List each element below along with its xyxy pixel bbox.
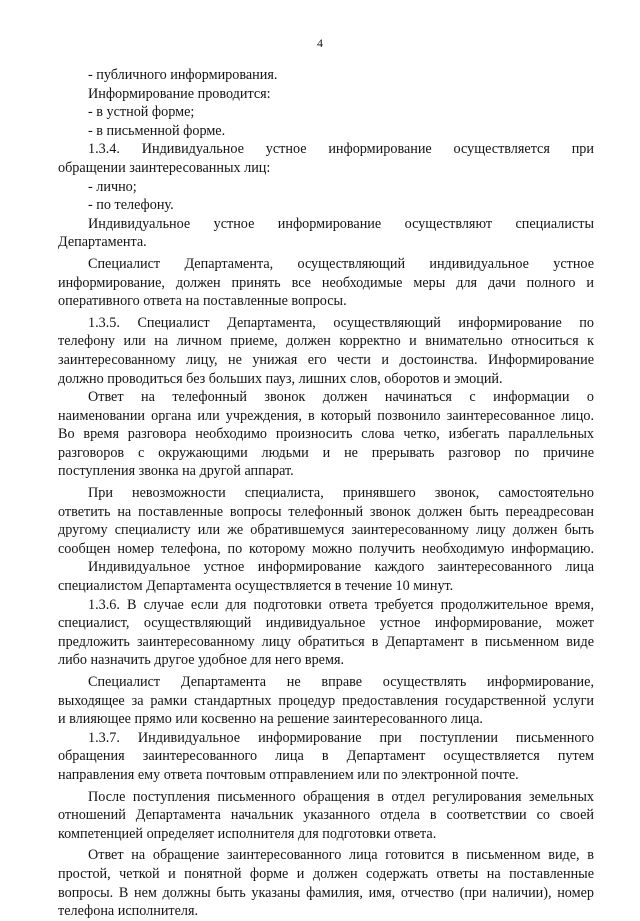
text-line: - публичного информирования. [88,67,278,83]
text-line: информирование, должен принять все необходимые меры для дачи полного и [58,274,594,291]
text-line: Индивидуальное устное информирование осуществляют специалисты [88,215,594,232]
text-line: Во время разговора необходимо произносить слова четко, избегать параллельных [58,426,594,443]
text-line: Индивидуальное устное информирование каждого заинтересованного лица [88,559,594,576]
page-number: 4 [317,36,323,50]
text-line: обращении заинтересованных лиц: [58,159,271,176]
text-line: - лично; [88,178,137,195]
text-line: специалистом Департамента осуществляется в течение 10 минут. [58,578,454,595]
text-line: сообщен номер телефона, по которому можно получить необходимую информацию. [58,540,594,557]
text-line: Ответ на обращение заинтересованного лица готовится в письменном виде, в [88,847,594,864]
text-line: разговоров с окружающими людьми и не прерывать разговор по причине [58,444,594,461]
text-line: Специалист Департамента не вправе осуществлять информирование, [88,674,594,690]
text-line: заинтересованному лицу, не унижая его чести и достоинства. Информирование [58,351,594,368]
text-line: выходящее за рамки стандартных процедур предоставления государственной услуги [58,692,594,709]
text-line: либо назначить другое удобное для него время. [58,652,345,669]
text-line: поступления звонка на другой аппарат. [58,463,294,480]
text-line: направления ему ответа почтовым отправлением или по электронной почте. [58,766,519,783]
text-line: При невозможности специалиста, принявшего звонок, самостоятельно [88,485,594,502]
text-line: После поступления письменного обращения в отдел регулирования земельных [88,788,594,805]
text-line: обращения заинтересованного лица в Департамент осуществляется путем [58,748,594,765]
text-line: специалист, осуществляющий индивидуальное устное информирование, может [58,615,594,632]
text-line: Департамента. [58,234,147,251]
text-line: другому специалисту или же обратившемуся заинтересованному лицу должен быть [58,522,594,539]
text-line: простой, четкой и понятной форме и должен содержать ответы на поставленные [58,865,594,882]
text-line: телефона исполнителя. [58,903,199,920]
text-line: компетенцией определяет исполнителя для подготовки ответа. [58,825,437,842]
text-line: телефону или на личном приеме, должен корректно и внимательно относиться к [58,333,594,350]
text-line: оперативного ответа на поставленные вопросы. [58,293,347,310]
text-line: наименовании органа или учреждения, в который позвонило заинтересованное лицо. [58,407,594,424]
text-line: отношений Департамента начальник указанного отдела в соответствии со своей [58,807,594,824]
text-line: Ответ на телефонный звонок должен начинаться с информации о [88,389,594,406]
text-line: - по телефону. [88,197,174,214]
text-line: 1.3.5. Специалист Департамента, осуществляющий информирование по [88,314,594,331]
document-body [58,66,594,921]
text-line: 1.3.4. Индивидуальное устное информирование осуществляется при [88,141,594,158]
text-line: - в устной форме; [88,104,195,121]
text-line: Специалист Департамента, осуществляющий индивидуальное устное [88,255,594,272]
text-line: - в письменной форме. [88,122,226,139]
text-line: вопросы. В нем должны быть указаны фамилия, имя, отчество (при наличии), номер [58,884,594,901]
text-line: 1.3.7. Индивидуальное информирование при поступлении письменного [88,729,594,746]
text-line: должно проводиться без больших пауз, лишних слов, оборотов и эмоций. [58,370,503,387]
text-line: Информирование проводится: [88,85,271,102]
text-line: предложить заинтересованному лицу обратиться в Департамент в письменном виде [58,633,594,650]
text-line: 1.3.6. В случае если для подготовки ответа требуется продолжительное время, [88,596,594,613]
text-line: ответить на поставленные вопросы телефонный звонок должен быть переадресован [58,503,594,520]
text-line: и влияющее прямо или косвенно на решение заинтересованного лица. [58,711,483,728]
